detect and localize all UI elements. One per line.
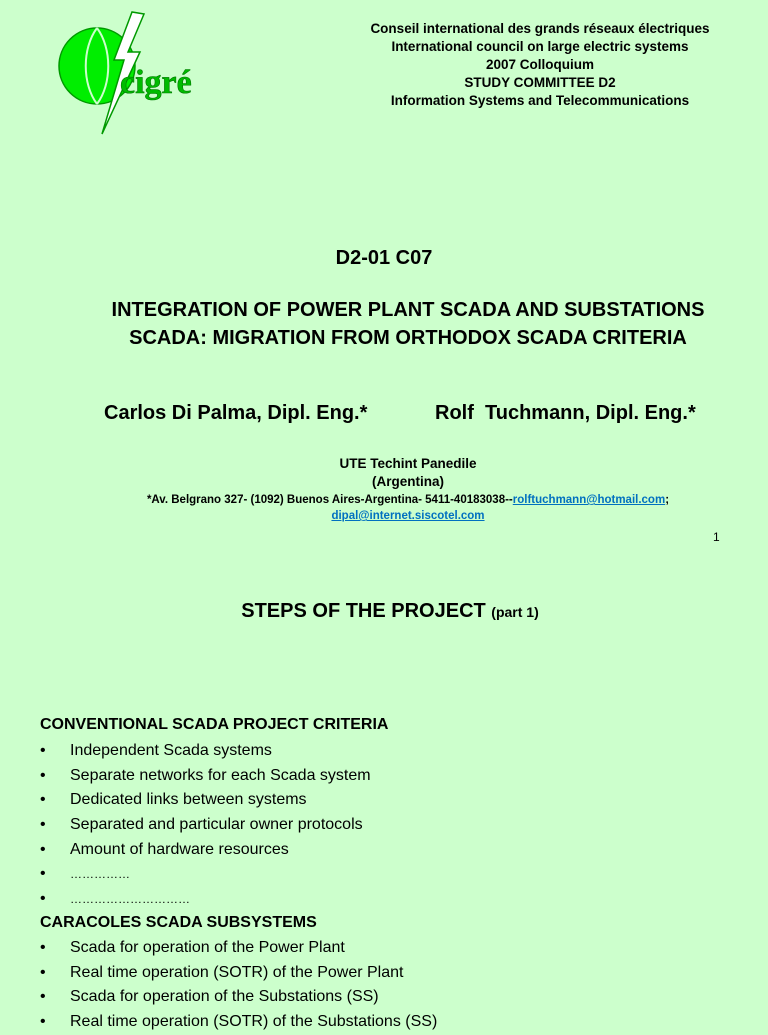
header-line: Conseil international des grands réseaux électriques (370, 21, 710, 36)
email-link-1[interactable]: rolftuchmann@hotmail.com (512, 494, 666, 506)
list-item-text: ………………………… (70, 892, 190, 907)
email-link-2[interactable]: dipal@internet.siscotel.com (331, 510, 485, 522)
paper-code: D2-01 C07 (335, 247, 433, 269)
address-text: *Av. Belgrano 327- (1092) Buenos Aires-Argentina- 5411-40183038-- (146, 494, 513, 506)
bullet-icon: • (40, 939, 46, 956)
list-item (40, 887, 371, 912)
list-item-text: Scada for operation of the Power Plant (70, 939, 345, 956)
header-line: Information Systems and Telecommunications (390, 93, 690, 108)
bullet-icon: • (40, 791, 46, 809)
list-item (40, 838, 371, 863)
list-item (40, 862, 371, 887)
header-line: International council on large electric systems (391, 39, 689, 54)
bullet-icon: • (40, 963, 46, 981)
list-item-text: Separated and particular owner protocols (70, 816, 363, 834)
list-item-text: …………… (70, 867, 130, 882)
list-item (40, 985, 437, 1010)
list-item (40, 764, 371, 789)
bullet-icon: • (40, 890, 46, 908)
slide-title-text: STEPS OF THE PROJECT (241, 600, 486, 622)
title-line: SCADA: MIGRATION FROM ORTHODOX SCADA CRITERIA (129, 327, 687, 349)
paper-title (40, 296, 768, 352)
caracoles-subsystems-list (40, 936, 437, 1035)
page-number: 1 (713, 530, 720, 544)
conference-header (340, 20, 740, 110)
list-item-text: Real time operation (SOTR) of the Power Plant (70, 963, 404, 981)
slide-subtitle: (part 1) (491, 604, 539, 620)
header-line: STUDY COMMITTEE D2 (464, 75, 616, 90)
bullet-icon: • (40, 865, 46, 883)
bullet-icon: • (40, 840, 46, 858)
conventional-criteria-list (40, 739, 371, 912)
org-country: (Argentina) (372, 474, 444, 489)
bullet-icon: • (40, 988, 46, 1006)
bullet-icon: • (40, 742, 46, 759)
section-heading-caracoles: CARACOLES SCADA SUBSYSTEMS (40, 914, 317, 931)
bullet-icon: • (40, 766, 46, 784)
list-item-text: Scada for operation of the Substations (SS) (70, 988, 379, 1006)
list-item (40, 739, 371, 764)
list-item-text: Dedicated links between systems (70, 791, 307, 809)
list-item-text: Amount of hardware resources (70, 840, 289, 858)
slide-title (0, 600, 768, 623)
list-item (40, 961, 437, 986)
list-item-text: Separate networks for each Scada system (70, 766, 371, 784)
organization (0, 455, 768, 491)
bullet-icon: • (40, 816, 46, 834)
logo-text: cigré (120, 64, 192, 101)
author-2: Rolf Tuchmann, Dipl. Eng.* (435, 402, 696, 424)
section-heading-conventional: CONVENTIONAL SCADA PROJECT CRITERIA (40, 716, 389, 733)
title-line: INTEGRATION OF POWER PLANT SCADA AND SUBSTATIONS (111, 299, 705, 321)
list-item (40, 813, 371, 838)
email-separator: ; (665, 494, 670, 506)
cigre-logo (52, 8, 222, 138)
list-item-text: Independent Scada systems (70, 742, 272, 759)
list-item (40, 1010, 437, 1035)
address-block (0, 492, 768, 524)
list-item (40, 936, 437, 961)
list-item-text: Real time operation (SOTR) of the Substations (SS) (70, 1013, 438, 1031)
header-line: 2007 Colloquium (485, 57, 595, 72)
author-1: Carlos Di Palma, Dipl. Eng.* (104, 402, 368, 424)
org-name: UTE Techint Panedile (339, 456, 477, 471)
list-item (40, 788, 371, 813)
bullet-icon: • (40, 1013, 46, 1031)
